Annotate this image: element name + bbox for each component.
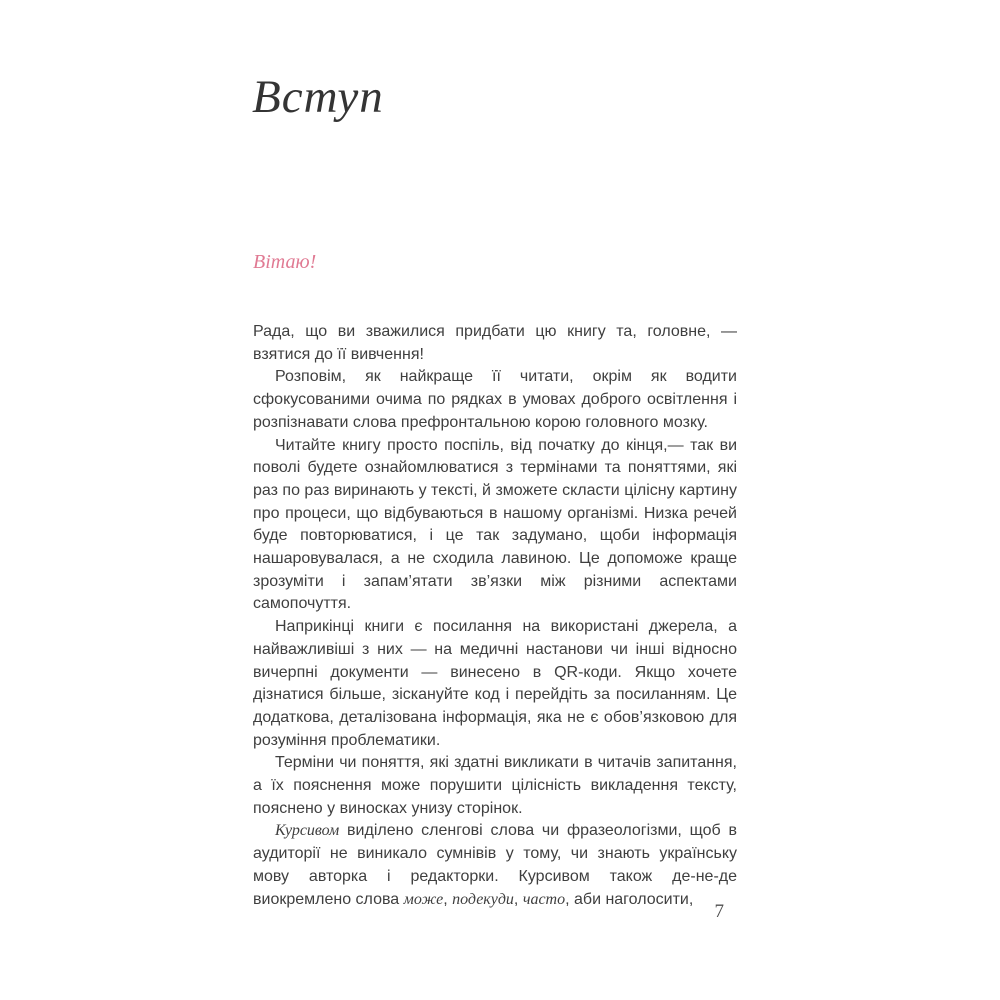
text-segment: Читайте книгу просто поспіль, від початку до кінця,— так ви поволі будете ознайомлюватися з термінами та поняттями, які раз по раз виринають у тексті, й зможете скласти цілісну картину про процеси, що відбуваються в нашому організмі. Низка речей буде повторюватися, і це так задумано, щоби інформація нашаровувалася, а не сходила лавиною. Це допоможе краще зрозуміти і запам’ятати зв’язки між різними аспектами самопочуття.: [253, 436, 737, 613]
paragraph: [253, 616, 737, 752]
italic-text-segment: подекуди: [452, 890, 514, 908]
italic-text-segment: Курсивом: [275, 822, 340, 840]
text-segment: Наприкінці книги є посилання на використані джерела, а найважливіші з них — на медичні настанови чи інші відносно вичерпні документи — винесено в QR-коди. Якщо хочете дізнатися більше, зіскануйте код і перейдіть за посиланням. Це додаткова, деталізована інформація, яка не є обов’язковою для розуміння проблематики.: [253, 618, 737, 749]
paragraph: [253, 820, 737, 911]
italic-text-segment: може: [403, 890, 444, 908]
text-segment: виділено сленгові слова чи фразеологізми, щоб в аудиторії не виникало сумнівів у тому, чи знають українську мову авторка і редакторки. Курсивом також де-не-де виокремлено слова: [253, 822, 737, 908]
text-segment: , аби наголосити,: [565, 890, 694, 908]
text-segment: Розповім, як найкраще її читати, окрім як водити сфокусованими очима по рядках в умовах доброго освітлення і розпізнавати слова префронтальною корою головного мозку.: [253, 368, 737, 431]
text-segment: ,: [443, 890, 453, 908]
italic-text-segment: часто: [522, 890, 566, 908]
chapter-title: Вступ: [252, 71, 384, 123]
paragraph: [253, 752, 737, 820]
text-segment: Рада, що ви зважилися придбати цю книгу та, головне, — взятися до її вивчення!: [253, 323, 737, 363]
text-segment: Терміни чи поняття, які здатні викликати в читачів запитання, а їх пояснення може порушити цілісність викладення тексту, пояснено у виносках унизу сторінок.: [253, 754, 737, 817]
body-text: [253, 321, 737, 911]
paragraph: [253, 321, 737, 366]
page-number: 7: [714, 901, 724, 922]
text-segment: ,: [513, 890, 523, 908]
paragraph: [253, 435, 737, 617]
greeting-text: Вітаю!: [253, 251, 317, 273]
paragraph: [253, 366, 737, 434]
